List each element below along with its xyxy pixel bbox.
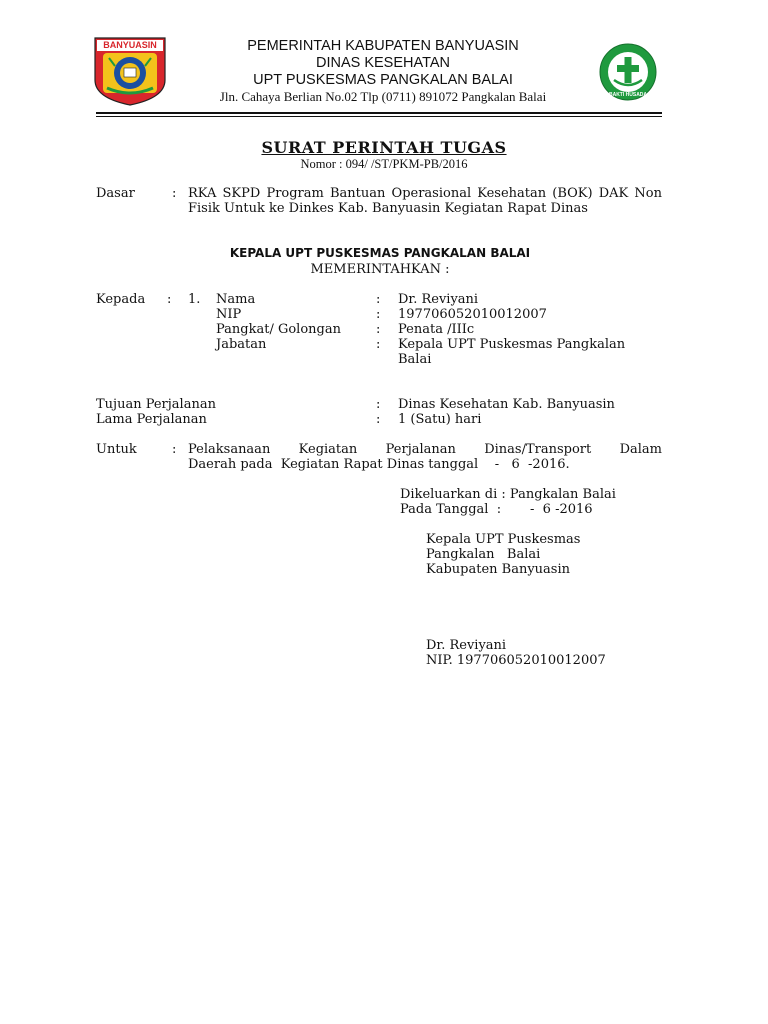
document-number: Nomor : 094/ /ST/PKM-PB/2016	[300, 157, 468, 171]
bakti-husada-logo	[598, 42, 658, 102]
dasar-label: Dasar	[96, 186, 135, 201]
signatory-title-line1: Kepala UPT Puskesmas	[426, 532, 581, 547]
untuk-colon: :	[172, 442, 177, 457]
field-jabatan-value: Kepala UPT Puskesmas Pangkalan	[398, 337, 626, 352]
lama-value: 1 (Satu) hari	[398, 412, 482, 427]
banyuasin-logo	[93, 36, 167, 106]
banyuasin-logo-label: BANYUASIN	[103, 40, 157, 50]
field-jabatan-value-cont: Balai	[398, 352, 432, 367]
field-nip-colon: :	[376, 307, 381, 322]
header-government: PEMERINTAH KABUPATEN BANYUASIN	[247, 38, 519, 54]
header-divider	[96, 112, 662, 114]
header-institution: UPT PUSKESMAS PANGKALAN BALAI	[253, 72, 513, 88]
dasar-colon: :	[172, 186, 177, 201]
field-nama-label: Nama	[216, 292, 256, 307]
issuer-heading: KEPALA UPT PUSKESMAS PANGKALAN BALAI	[229, 246, 531, 260]
field-nip-label: NIP	[216, 307, 242, 322]
header-department: DINAS KESEHATAN	[315, 55, 451, 71]
signatory-nip: NIP. 197706052010012007	[426, 653, 606, 668]
field-nama-colon: :	[376, 292, 381, 307]
bakti-husada-logo-label: BAKTI HUSADA	[608, 92, 648, 98]
field-nama-value: Dr. Reviyani	[398, 292, 479, 307]
field-pangkat-colon: :	[376, 322, 381, 337]
untuk-label: Untuk	[96, 442, 137, 457]
memerintahkan-heading: MEMERINTAHKAN :	[310, 262, 450, 277]
untuk-text-line1: Pelaksanaan Kegiatan Perjalanan Dinas/Transport Dalam	[188, 442, 662, 457]
dasar-text: RKA SKPD Program Bantuan Operasional Kesehatan (BOK) DAK Non Fisik Untuk ke Dinkes Kab. Banyuasin Kegiatan Rapat Dinas	[188, 186, 662, 216]
document-title: SURAT PERINTAH TUGAS	[261, 138, 507, 157]
issued-date: Pada Tanggal : - 6 -2016	[400, 502, 593, 517]
signatory-name: Dr. Reviyani	[426, 638, 507, 653]
field-jabatan-label: Jabatan	[216, 337, 267, 352]
lama-colon: :	[376, 412, 381, 427]
header-divider-thin	[96, 116, 662, 117]
field-pangkat-label: Pangkat/ Golongan	[216, 322, 341, 337]
kepada-number: 1.	[188, 292, 201, 307]
field-jabatan-colon: :	[376, 337, 381, 352]
field-pangkat-value: Penata /IIIc	[398, 322, 475, 337]
lama-label: Lama Perjalanan	[96, 412, 207, 427]
tujuan-label: Tujuan Perjalanan	[96, 397, 216, 412]
untuk-text-line2: Daerah pada Kegiatan Rapat Dinas tanggal - 6 -2016.	[188, 457, 570, 472]
field-nip-value: 197706052010012007	[398, 307, 547, 322]
kepada-label: Kepada	[96, 292, 146, 307]
signatory-title-line3: Kabupaten Banyuasin	[426, 562, 570, 577]
signatory-title-line2: Pangkalan Balai	[426, 547, 541, 562]
issued-place: Dikeluarkan di : Pangkalan Balai	[400, 487, 616, 502]
header-address: Jln. Cahaya Berlian No.02 Tlp (0711) 891072 Pangkalan Balai	[219, 89, 547, 104]
tujuan-colon: :	[376, 397, 381, 412]
tujuan-value: Dinas Kesehatan Kab. Banyuasin	[398, 397, 615, 412]
kepada-colon: :	[167, 292, 172, 307]
